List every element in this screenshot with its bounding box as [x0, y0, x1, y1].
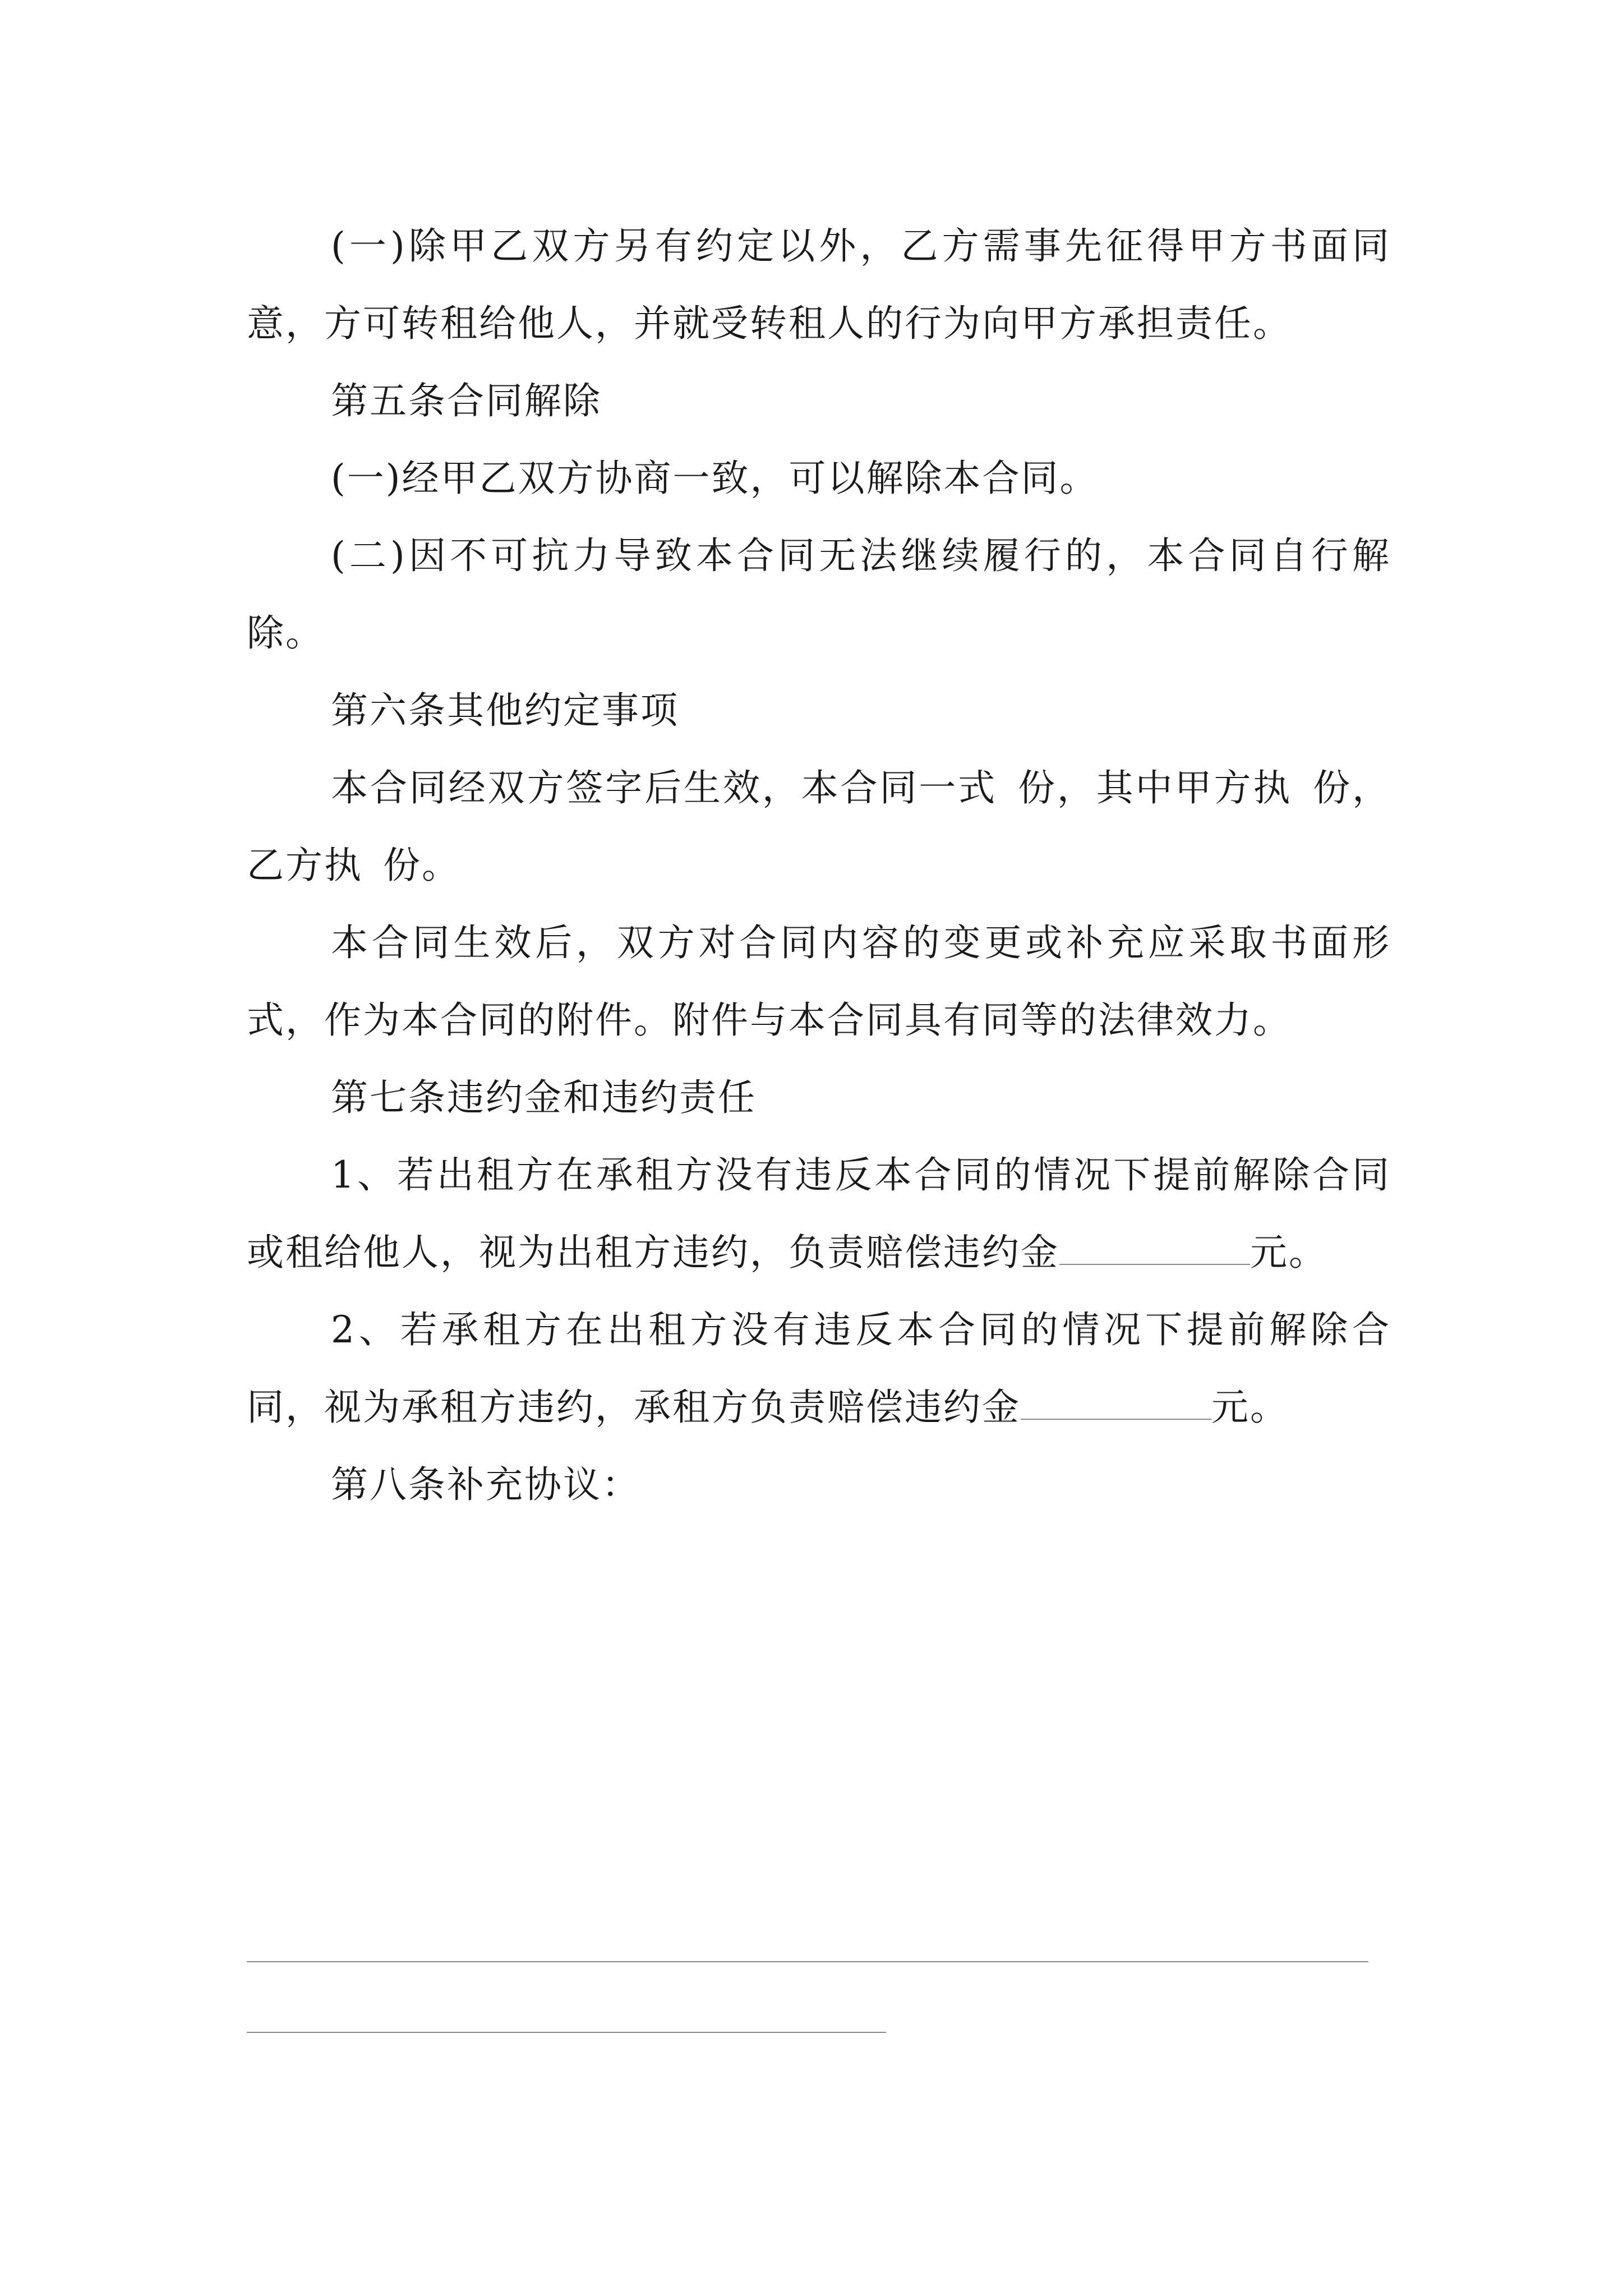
copies-text-c: 份，乙方执 [247, 766, 1391, 887]
article-7-clause-1 [247, 1137, 1391, 1291]
lessor-penalty-unit: 元。 [1250, 1231, 1327, 1274]
supplement-blank-line-1 [247, 1961, 1368, 1962]
clause-sublet: (一)除甲乙双方另有约定以外，乙方需事先征得甲方书面同意，方可转租给他人，并就受转租人的行为向甲方承担责任。 [247, 224, 1391, 345]
article-5-heading: 第五条合同解除 [331, 379, 602, 422]
lessor-breach-text: 1、若出租方在承租方没有违反本合同的情况下提前解除合同或租给他人，视为出租方违约，负责赔偿违约金 [247, 1153, 1391, 1274]
article-7-heading: 第七条违约金和违约责任 [331, 1076, 757, 1119]
article-6-amendment-clause: 本合同生效后，双方对合同内容的变更或补充应采取书面形式，作为本合同的附件。附件与本合同具有同等的法律效力。 [247, 921, 1391, 1042]
document-page [247, 208, 1391, 1524]
copies-text-a: 本合同经双方签字后生效，本合同一式 [331, 766, 998, 809]
lessee-penalty-unit: 元。 [1211, 1386, 1289, 1429]
article-8-heading: 第八条补充协议： [331, 1463, 640, 1506]
copies-text-b: 份，其中甲方执 [1017, 766, 1293, 809]
article-5-clause-1: (一)经甲乙双方协商一致，可以解除本合同。 [331, 457, 1099, 500]
supplement-blank-line-2 [247, 2032, 886, 2033]
article-7-clause-2 [247, 1291, 1391, 1446]
lessee-breach-text: 2、若承租方在出租方没有违反本合同的情况下提前解除合同，视为承租方违约，承租方负责赔偿违约金 [247, 1308, 1391, 1429]
lessor-penalty-amount-blank [1059, 1236, 1250, 1265]
article-6-copies-clause [247, 749, 1391, 904]
article-5-clause-2: (二)因不可抗力导致本合同无法继续履行的，本合同自行解除。 [247, 534, 1391, 655]
lessee-penalty-amount-blank [1021, 1391, 1211, 1420]
article-6-heading: 第六条其他约定事项 [331, 689, 679, 732]
copies-text-d: 份。 [383, 844, 460, 887]
